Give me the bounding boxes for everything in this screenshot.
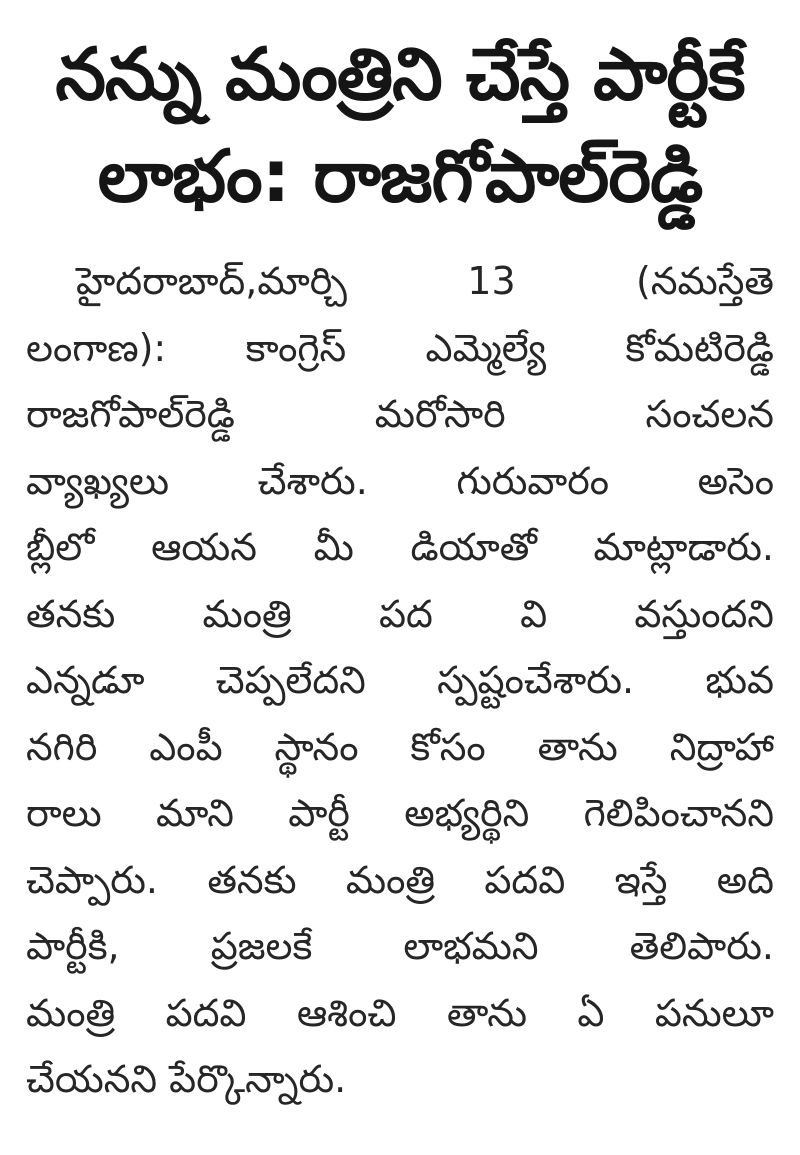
body-line: మంత్రి పదవి ఆశించి తాను ఏ పనులూ — [26, 990, 774, 1035]
headline-line-2: లాభం: రాజగోపాల్‌రెడ్డి — [97, 134, 703, 218]
body-line: రాజగోపాల్‌రెడ్డి మరోసారి సంచలన — [26, 392, 774, 436]
body-line: వ్యాఖ్యలు చేశారు. గురువారం అసెం — [26, 458, 774, 503]
body-line: రాలు మాని పార్టీ అభ్యర్థిని గెలిపించానని — [26, 791, 774, 835]
body-line: లంగాణ): కాంగ్రెస్ ఎమ్మెల్యే కోమటిరెడ్డి — [26, 325, 774, 370]
body-line: బ్లీలో ఆయన మీ డియాతో మాట్లాడారు. — [26, 525, 774, 569]
body-line: ఎన్నడూ చెప్పలేదని స్పష్టంచేశారు. భువ — [26, 658, 774, 702]
body-line: చెప్పారు. తనకు మంత్రి పదవి ఇస్తే అది — [26, 857, 774, 902]
body-line: నగిరి ఎంపీ స్థానం కోసం తాను నిద్రాహా — [26, 724, 774, 769]
body-line-last: చేయనని పేర్కొన్నారు. — [26, 1057, 347, 1101]
headline — [26, 16, 774, 234]
body-line: తనకు మంత్రి పద వి వస్తుందని — [26, 591, 774, 636]
body-line: పార్టీకి, ప్రజలకే లాభమని తెలిపారు. — [26, 924, 774, 968]
article-body — [26, 248, 774, 1113]
headline-line-1: నన్ను మంత్రిని చేస్తే పార్టీకే — [55, 32, 745, 116]
dateline-line: హైదరాబాద్,మార్చి 13 (నమస్తేతె — [76, 259, 774, 303]
